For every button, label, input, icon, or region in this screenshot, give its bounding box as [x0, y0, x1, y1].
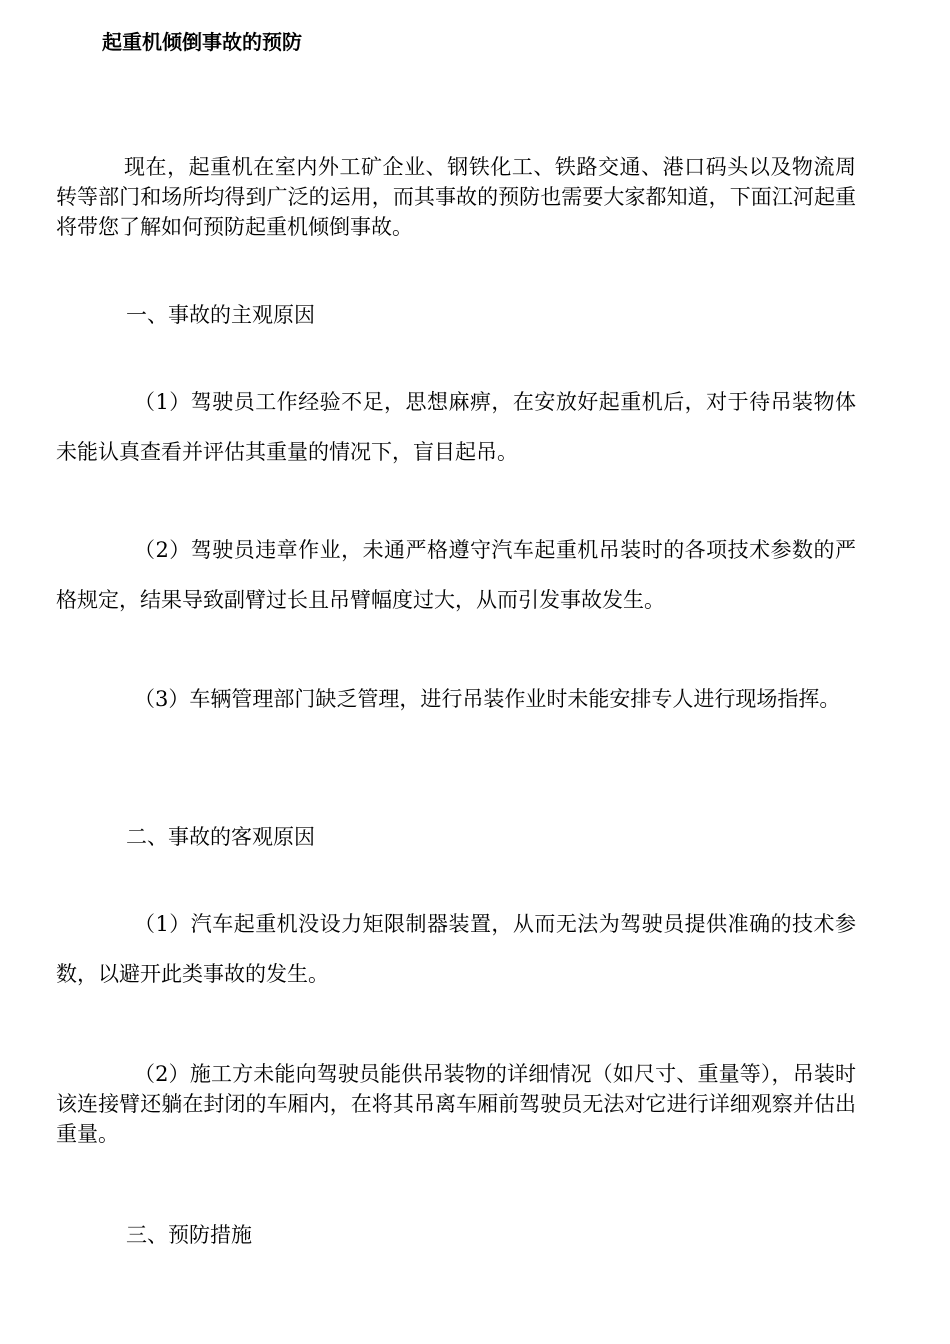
subjective-cause-item-2: （2）驾驶员违章作业，未通严格遵守汽车起重机吊装时的各项技术参数的严格规定，结果导致副臂过长且吊臂幅度过大，从而引发事故发生。 — [56, 538, 856, 612]
subjective-cause-item-3: （3）车辆管理部门缺乏管理，进行吊装作业时未能安排专人进行现场指挥。 — [134, 687, 841, 711]
document-title: 起重机倾倒事故的预防 — [102, 30, 302, 54]
intro-paragraph: 现在，起重机在室内外工矿企业、钢铁化工、铁路交通、港口码头以及物流周转等部门和场所均得到广泛的运用，而其事故的预防也需要大家都知道，下面江河起重将带您了解如何预防起重机倾倒事故。 — [56, 155, 856, 239]
objective-cause-item-2: （2）施工方未能向驾驶员能供吊装物的详细情况（如尺寸、重量等），吊装时该连接臂还躺在封闭的车厢内，在将其吊离车厢前驾驶员无法对它进行详细观察并估出重量。 — [56, 1062, 856, 1146]
objective-cause-item-1: （1）汽车起重机没设力矩限制器装置，从而无法为驾驶员提供准确的技术参数，以避开此类事故的发生。 — [56, 912, 856, 986]
section-heading-subjective-causes: 一、事故的主观原因 — [126, 303, 315, 327]
section-heading-prevention: 三、预防措施 — [126, 1223, 252, 1247]
section-heading-objective-causes: 二、事故的客观原因 — [126, 825, 315, 849]
subjective-cause-item-1: （1）驾驶员工作经验不足，思想麻痹，在安放好起重机后，对于待吊装物体未能认真查看并评估其重量的情况下，盲目起吊。 — [56, 390, 856, 464]
